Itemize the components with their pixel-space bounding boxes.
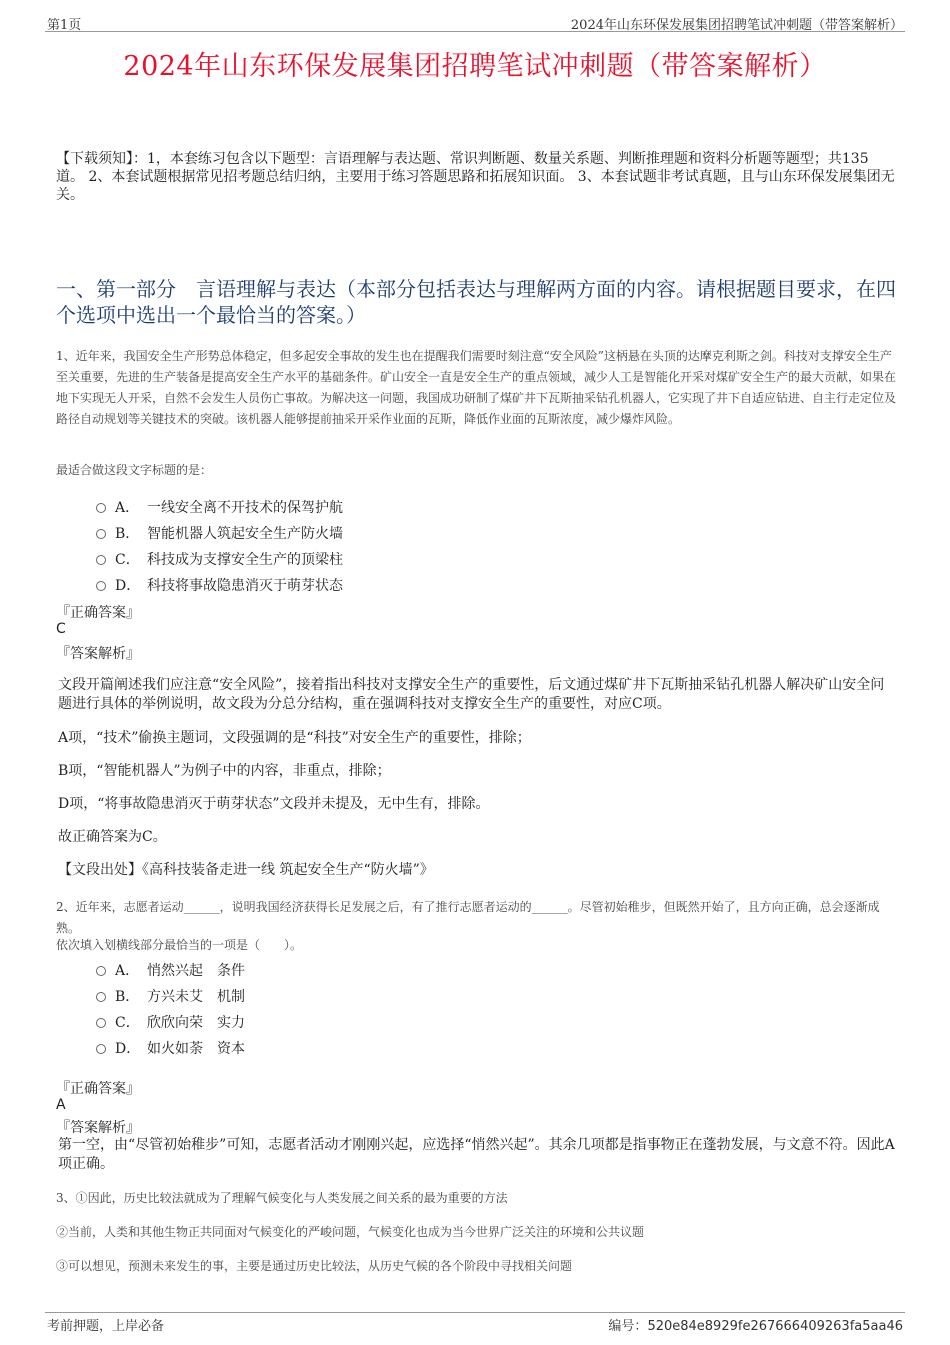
q2-option-a[interactable]	[96, 960, 245, 980]
q2-option-c[interactable]	[96, 1012, 245, 1032]
header-doc-title: 2024年山东环保发展集团招聘笔试冲刺题（带答案解析）	[570, 18, 903, 33]
question-2-prompt: 依次填入划横线部分最恰当的一项是（ ）。	[56, 938, 303, 952]
option-text: 智能机器人筑起安全生产防火墙	[147, 526, 343, 542]
footer-divider	[45, 1312, 905, 1313]
page-number: 第1页	[47, 18, 82, 33]
q1-analysis-heading: 『答案解析』	[56, 646, 140, 662]
question-1-text: 1、近年来，我国安全生产形势总体稳定，但多起安全事故的发生也在提醒我们需要时刻注意“安全风险”这柄悬在头顶的达摩克利斯之剑。科技对支撑安全生产至关重要，先进的生产装备是提高安全生产水平的基础条件。矿山安全一直是安全生产的重点领域，减少人工是智能化开采对煤矿安全生产的最大贡献，如果在地下实现无人开采，自然不会发生人员伤亡事故。为解决这一问题，我国成功研制了煤矿井下瓦斯抽采钻孔机器人，它实现了井下自适应钻进、自主行走定位及路径自动规划等关键技术的突破。该机器人能够提前抽采开采作业面的瓦斯，降低作业面的瓦斯浓度，减少爆炸风险。	[56, 349, 897, 426]
footer-code	[608, 1315, 903, 1334]
option-text: 方兴未艾 机制	[147, 989, 245, 1005]
question-3-line: ②当前，人类和其他生物正共同面对气候变化的严峻问题，气候变化也成为当今世界广泛关注的环境和公共议题	[56, 1225, 645, 1239]
option-text: 悄然兴起 条件	[147, 963, 245, 979]
download-notice: 【下载须知】：1，本套练习包含以下题型：言语理解与表达题、常识判断题、数量关系题、判断推理题和资料分析题等题型；共135道。 2、本套试题根据常见招考题总结归纳，主要用于练习答题思路和拓展知识面。 3、本套试题非考试真题，且与山东环保发展集团无关。	[56, 151, 895, 203]
option-label: D．	[115, 578, 141, 594]
q2-analysis: 第一空，由“尽管初始稚步”可知，志愿者活动才刚刚兴起，应选择“悄然兴起”。其余几项都是指事物正在蓬勃发展，与文意不符。因此A项正确。	[58, 1137, 895, 1172]
option-label: A．	[115, 500, 140, 516]
q1-analysis-para: 文段开篇阐述我们应注意“安全风险”，接着指出科技对支撑安全生产的重要性，后文通过煤矿井下瓦斯抽采钻孔机器人解决矿山安全问题进行具体的举例说明，故文段为分总分结构，重在强调科技对支撑安全生产的重要性，对应C项。	[58, 677, 885, 712]
section-heading: 一、第一部分 言语理解与表达（本部分包括表达与理解两方面的内容。请根据题目要求，在四个选项中选出一个最恰当的答案。）	[56, 277, 896, 327]
option-text: 欣欣向荣 实力	[147, 1015, 245, 1031]
option-label: C．	[115, 1015, 140, 1031]
q1-analysis-para: A项，“技术”偷换主题词，文段强调的是“科技”对安全生产的重要性，排除；	[58, 730, 531, 746]
option-label: B．	[115, 526, 140, 542]
footer-code-value: 520e84e8929fe267666409263fa5aa46	[647, 1319, 903, 1334]
footer-slogan: 考前押题，上岸必备	[47, 1319, 165, 1334]
option-label: C．	[115, 552, 140, 568]
header-divider	[45, 31, 905, 32]
radio-button[interactable]	[96, 503, 106, 513]
q2-option-b[interactable]	[96, 986, 245, 1006]
option-text: 科技将事故隐患消灭于萌芽状态	[147, 578, 343, 594]
q2-option-d[interactable]	[96, 1038, 245, 1058]
q1-option-c[interactable]	[96, 549, 343, 569]
option-label: A．	[115, 963, 140, 979]
question-3-line: ③可以想见，预测未来发生的事，主要是通过历史比较法，从历史气候的各个阶段中寻找相关问题	[56, 1259, 573, 1273]
radio-button[interactable]	[96, 1044, 106, 1054]
question-2-text: 2、近年来，志愿者运动______，说明我国经济获得长足发展之后，有了推行志愿者运动的______。尽管初始稚步，但既然开始了，且方向正确，总会逐渐成熟。	[56, 900, 880, 935]
q1-answer: C	[56, 621, 66, 637]
q1-option-a[interactable]	[96, 497, 343, 517]
q1-answer-heading: 『正确答案』	[56, 605, 140, 621]
q2-analysis-heading: 『答案解析』	[56, 1120, 140, 1136]
question-3-line: 3、①因此，历史比较法就成为了理解气候变化与人类发展之间关系的最为重要的方法	[56, 1191, 508, 1205]
option-text: 一线安全离不开技术的保驾护航	[147, 500, 343, 516]
q2-answer: A	[56, 1097, 66, 1113]
radio-button[interactable]	[96, 1018, 106, 1028]
radio-button[interactable]	[96, 581, 106, 591]
q1-analysis-para: B项，“智能机器人”为例子中的内容，非重点，排除；	[58, 763, 391, 779]
q1-analysis-para: D项，“将事故隐患消灭于萌芽状态”文段并未提及，无中生有，排除。	[58, 796, 490, 812]
option-text: 科技成为支撑安全生产的顶梁柱	[147, 552, 343, 568]
option-text: 如火如荼 资本	[147, 1041, 245, 1057]
option-label: D．	[115, 1041, 141, 1057]
q1-analysis-para: 故正确答案为C。	[58, 829, 167, 845]
q1-source: 【文段出处】《高科技装备走进一线 筑起安全生产“防火墙”》	[58, 862, 434, 878]
radio-button[interactable]	[96, 529, 106, 539]
q1-option-b[interactable]	[96, 523, 343, 543]
document-title: 2024年山东环保发展集团招聘笔试冲刺题（带答案解析）	[123, 51, 827, 82]
option-label: B．	[115, 989, 140, 1005]
radio-button[interactable]	[96, 966, 106, 976]
radio-button[interactable]	[96, 992, 106, 1002]
q1-option-d[interactable]	[96, 575, 343, 595]
radio-button[interactable]	[96, 555, 106, 565]
q2-answer-heading: 『正确答案』	[56, 1081, 140, 1097]
question-1-prompt: 最适合做这段文字标题的是：	[56, 463, 213, 477]
footer-code-label: 编号：	[608, 1319, 648, 1334]
